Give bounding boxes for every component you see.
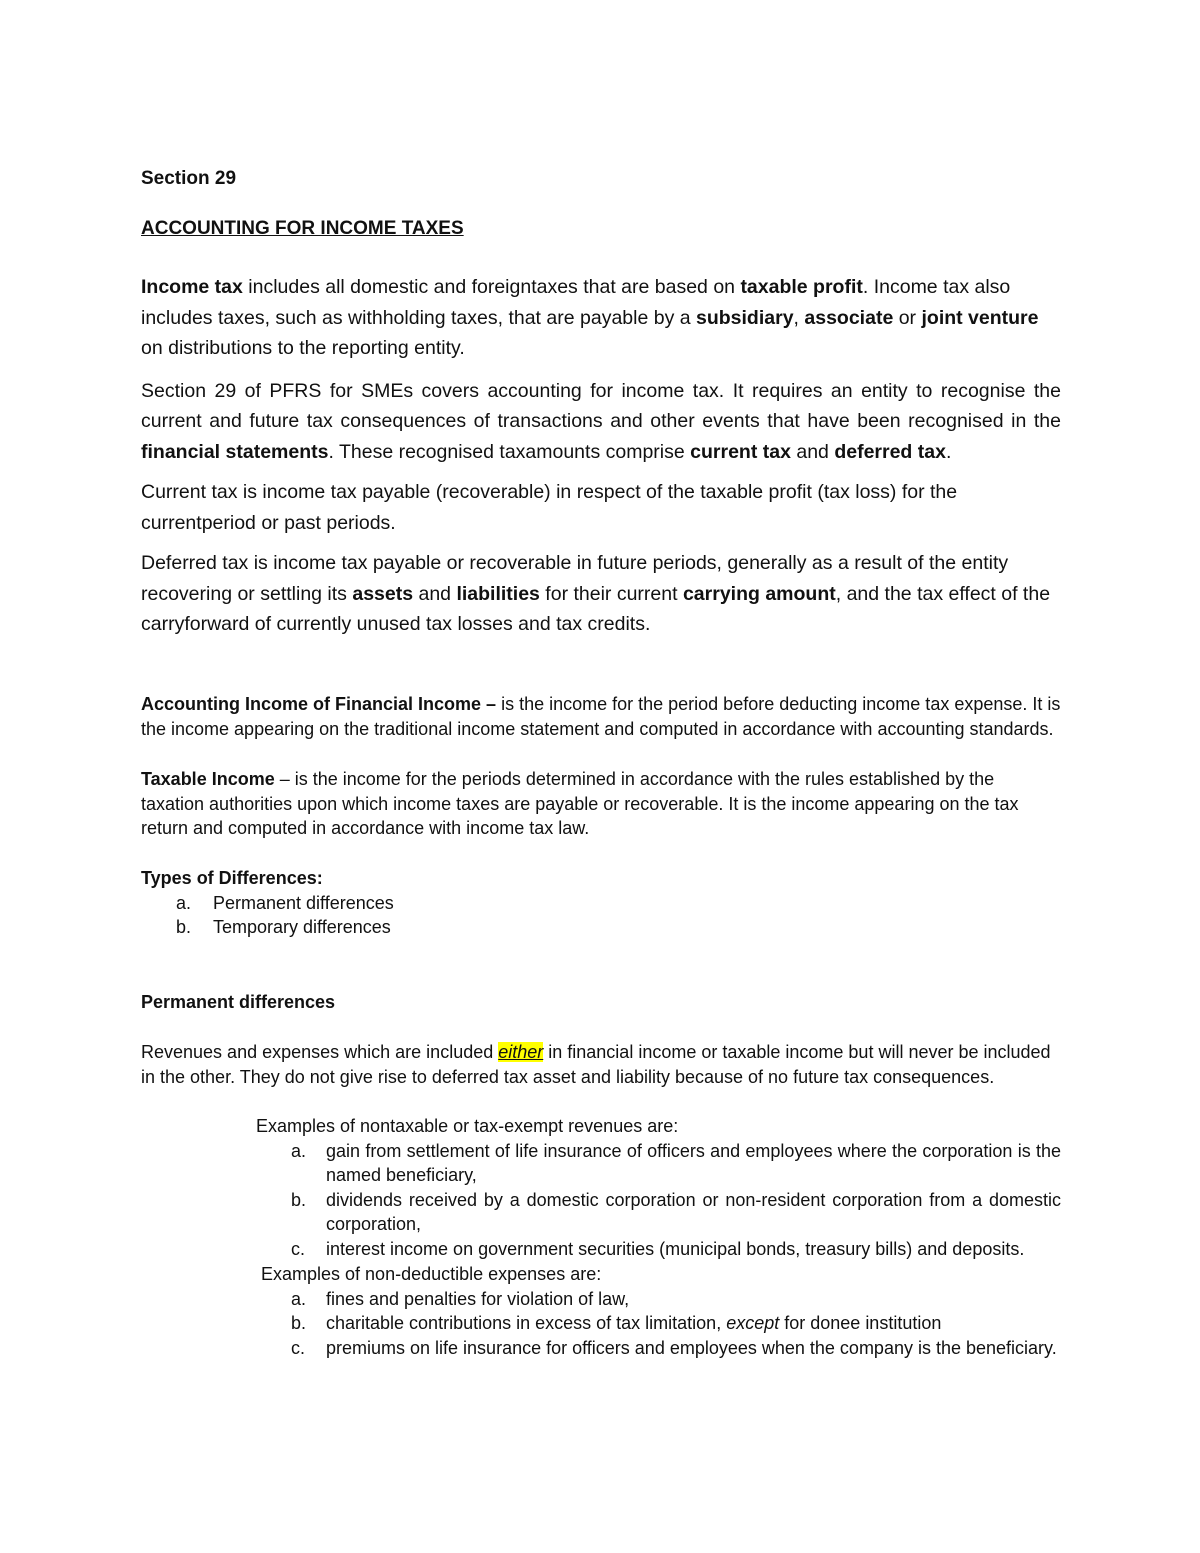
text-run: for their current — [539, 582, 683, 605]
text-run: on distributions to the reporting entity. — [141, 337, 465, 359]
deferred-tax-paragraph — [141, 548, 1061, 640]
emphasis-except: except — [726, 1313, 780, 1333]
list-item — [291, 1188, 1061, 1237]
document-title: ACCOUNTING FOR INCOME TAXES — [141, 218, 464, 239]
text-run: is the income for the period before deducting income tax expense. It is the income appearing on the traditional income statement and computed in accordance with accounting standards. — [141, 694, 1061, 739]
income-tax-paragraph — [141, 272, 1061, 364]
list-marker: a. — [291, 1140, 307, 1161]
text-run: , and the tax effect of the carryforward of currently unused tax losses and tax credits. — [141, 582, 1051, 635]
text-run: . — [945, 440, 952, 463]
list-marker: b. — [291, 1313, 307, 1333]
nontaxable-examples — [256, 1114, 1061, 1261]
text-run: or — [893, 306, 922, 329]
accounting-income-paragraph — [141, 692, 1061, 741]
text-run: in financial income or taxable income but will never be included in the other. They do not give rise to deferred tax asset and liability because of no future tax consequences. — [141, 1042, 1051, 1087]
list-marker: b. — [176, 917, 192, 937]
list-item-text: Temporary differences — [213, 917, 391, 937]
list-marker: b. — [291, 1189, 307, 1210]
text-run: . These recognised taxamounts comprise — [328, 440, 691, 463]
term-carrying-amount: carrying amount — [682, 582, 836, 605]
list-item — [291, 1237, 1061, 1262]
text-run: – is the income for the periods determined in accordance with the rules established by the taxation authorities upon which income taxes are payable or recoverable. It is the income appearing on the tax return and computed in accordance with income tax law. — [141, 769, 1019, 838]
list-item-text: interest income on government securities (municipal bonds, treasury bills) and deposits. — [326, 1238, 1025, 1259]
permanent-paragraph — [141, 1040, 1061, 1089]
taxable-income-paragraph — [141, 767, 1061, 841]
list-item-text — [291, 1311, 1061, 1336]
list-item-text: fines and penalties for violation of law, — [326, 1288, 630, 1309]
term-associate: associate — [804, 306, 894, 329]
text-run: Section 29 of PFRS for SMEs covers accounting for income tax. It requires an entity to recognise the current and future tax consequences of transactions and other events that have been recognised in the — [141, 379, 1061, 432]
text-run: Deferred tax is income tax payable or recoverable in future periods, generally as a result of the entity recovering or settling its — [141, 552, 1009, 605]
nontaxable-heading: Examples of nontaxable or tax-exempt revenues are: — [256, 1116, 679, 1136]
text-run: for donee institution — [779, 1313, 942, 1333]
list-marker: a. — [291, 1288, 307, 1309]
text-run: and — [790, 440, 835, 463]
section-label: Section 29 — [141, 168, 237, 189]
list-marker: c. — [291, 1238, 306, 1259]
list-item — [291, 1287, 1061, 1312]
list-item — [291, 1139, 1061, 1188]
term-liabilities: liabilities — [456, 582, 540, 605]
term-assets: assets — [352, 582, 414, 605]
term-financial-statements: financial statements — [141, 440, 329, 463]
text-run: , — [793, 306, 805, 329]
list-item — [176, 915, 1061, 940]
intro-section — [141, 272, 1061, 640]
list-marker: a. — [176, 892, 192, 913]
term-income-tax: Income tax — [141, 276, 243, 298]
nondeductible-heading: Examples of non-deductible expenses are: — [261, 1264, 602, 1284]
list-item-text: Permanent differences — [213, 892, 394, 913]
text-run: . Income tax also includes taxes, such as withholding taxes, that are payable by a — [141, 276, 1011, 329]
term-taxable-income: Taxable Income — [141, 769, 275, 789]
nondeductible-examples — [261, 1262, 1061, 1360]
text-run: charitable contributions in excess of tax limitation, — [326, 1313, 727, 1333]
term-deferred-tax: deferred tax — [834, 440, 946, 463]
text-run: and — [413, 582, 457, 605]
types-of-differences — [141, 866, 1061, 940]
list-item — [291, 1336, 1061, 1361]
list-item-text: premiums on life insurance for officers and employees when the company is the beneficiary. — [326, 1337, 1057, 1358]
text-run: includes all domestic and foreigntaxes that are based on — [242, 276, 741, 298]
text-run: Revenues and expenses which are included — [141, 1042, 499, 1062]
term-accounting-income: Accounting Income of Financial Income – — [141, 694, 497, 714]
permanent-heading: Permanent differences — [141, 992, 336, 1012]
term-current-tax: current tax — [690, 440, 791, 463]
list-marker: c. — [291, 1337, 306, 1358]
section29-paragraph — [141, 376, 1061, 468]
term-joint-venture: joint venture — [921, 306, 1039, 329]
term-taxable-profit: taxable profit — [740, 276, 863, 298]
list-item-text: dividends received by a domestic corporation or non-resident corporation from a domestic corporation, — [326, 1189, 1061, 1234]
list-item-text: gain from settlement of life insurance of officers and employees where the corporation is the named beneficiary, — [326, 1140, 1061, 1185]
highlighted-either: either — [498, 1042, 544, 1062]
list-item — [291, 1311, 1061, 1336]
list-item — [176, 891, 1061, 916]
types-heading: Types of Differences: — [141, 868, 323, 888]
term-subsidiary: subsidiary — [696, 306, 794, 329]
current-tax-paragraph: Current tax is income tax payable (recoverable) in respect of the taxable profit (tax loss) for the currentperiod or past periods. — [141, 481, 958, 534]
